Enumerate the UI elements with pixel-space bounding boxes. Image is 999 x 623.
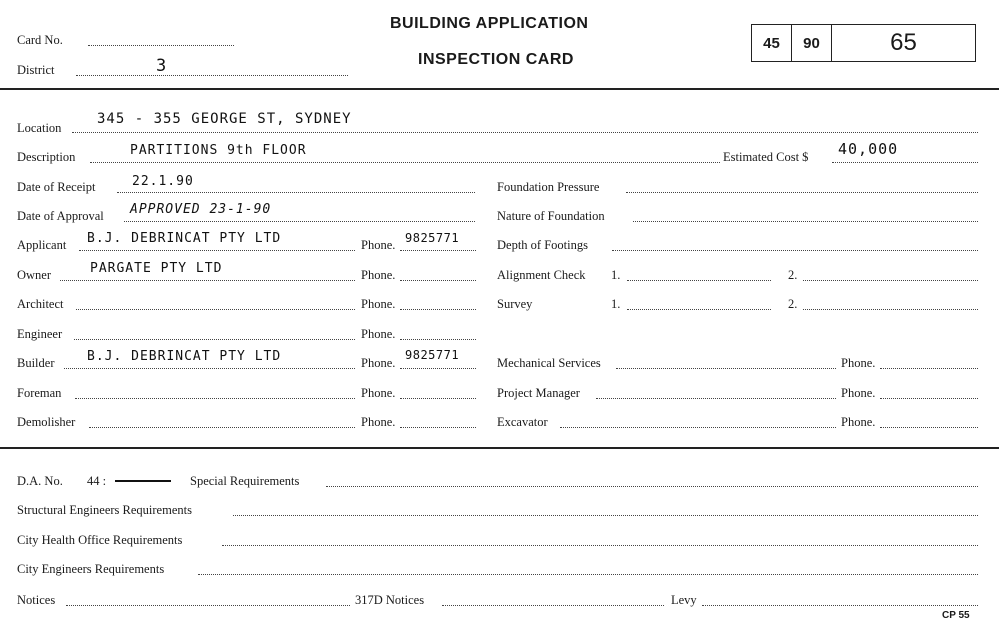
ref-box-2: 90 (792, 25, 832, 61)
project-manager-phone-label: Phone. (841, 386, 876, 400)
alignment-check-1-field[interactable] (627, 280, 771, 281)
card-no-field[interactable] (88, 45, 234, 46)
excavator-label: Excavator (497, 415, 548, 429)
architect-label: Architect (17, 297, 64, 311)
owner-field[interactable] (60, 280, 355, 281)
date-approval-label: Date of Approval (17, 209, 104, 223)
form-subtitle: INSPECTION CARD (418, 51, 574, 68)
estimated-cost-value: 40,000 (838, 140, 899, 158)
applicant-value: B.J. DEBRINCAT PTY LTD (87, 231, 282, 246)
header-divider (0, 88, 999, 90)
builder-field[interactable] (64, 368, 355, 369)
date-receipt-label: Date of Receipt (17, 180, 96, 194)
builder-phone-value: 9825771 (405, 348, 460, 362)
district-field[interactable] (76, 75, 348, 76)
survey-label: Survey (497, 297, 533, 311)
excavator-phone-field[interactable] (880, 427, 978, 428)
notices-field[interactable] (66, 605, 350, 606)
description-field[interactable] (90, 162, 720, 163)
mechanical-phone-field[interactable] (880, 368, 978, 369)
date-receipt-field[interactable] (117, 192, 475, 193)
survey-2-field[interactable] (803, 309, 978, 310)
foreman-phone-label: Phone. (361, 386, 396, 400)
engineer-label: Engineer (17, 327, 63, 341)
engineer-phone-label: Phone. (361, 327, 396, 341)
mechanical-field[interactable] (616, 368, 836, 369)
mechanical-label: Mechanical Services (497, 356, 601, 370)
alignment-check-2-field[interactable] (803, 280, 978, 281)
applicant-label: Applicant (17, 238, 67, 252)
special-req-label: Special Requirements (190, 474, 300, 488)
levy-label: Levy (671, 593, 697, 607)
demolisher-label: Demolisher (17, 415, 76, 429)
foundation-pressure-field[interactable] (626, 192, 978, 193)
location-field[interactable] (72, 132, 978, 133)
ref-box-1: 45 (752, 25, 792, 61)
excavator-field[interactable] (560, 427, 836, 428)
alignment-check-label: Alignment Check (497, 268, 586, 282)
foreman-field[interactable] (75, 398, 355, 399)
applicant-phone-field[interactable] (400, 250, 476, 251)
demolisher-phone-field[interactable] (400, 427, 476, 428)
depth-footings-label: Depth of Footings (497, 238, 588, 252)
description-label: Description (17, 150, 76, 164)
owner-value: PARGATE PTY LTD (90, 261, 223, 276)
reference-boxes (751, 24, 976, 62)
notices-317d-field[interactable] (442, 605, 664, 606)
applicant-phone-value: 9825771 (405, 231, 460, 245)
city-eng-field[interactable] (198, 574, 978, 575)
nature-foundation-label: Nature of Foundation (497, 209, 605, 223)
da-no-dash (115, 480, 171, 482)
project-manager-label: Project Manager (497, 386, 580, 400)
estimated-cost-field[interactable] (832, 162, 978, 163)
applicant-field[interactable] (79, 250, 355, 251)
levy-field[interactable] (702, 605, 978, 606)
date-approval-field[interactable] (124, 221, 475, 222)
nature-foundation-field[interactable] (633, 221, 978, 222)
district-value: 3 (156, 56, 168, 76)
demolisher-field[interactable] (89, 427, 355, 428)
district-label: District (17, 63, 55, 77)
owner-label: Owner (17, 268, 52, 282)
date-approval-value: APPROVED 23-1-90 (130, 202, 272, 217)
excavator-phone-label: Phone. (841, 415, 876, 429)
alignment-check-1-label: 1. (611, 268, 621, 282)
notices-317d-label: 317D Notices (355, 593, 425, 607)
builder-phone-label: Phone. (361, 356, 396, 370)
foreman-phone-field[interactable] (400, 398, 476, 399)
date-receipt-value: 22.1.90 (132, 174, 194, 189)
estimated-cost-label: Estimated Cost $ (723, 150, 809, 164)
applicant-phone-label: Phone. (361, 238, 396, 252)
builder-phone-field[interactable] (400, 368, 476, 369)
form-code: CP 55 (942, 610, 970, 621)
ref-box-3: 65 (890, 29, 917, 56)
health-field[interactable] (222, 545, 978, 546)
foreman-label: Foreman (17, 386, 62, 400)
architect-field[interactable] (76, 309, 355, 310)
survey-1-field[interactable] (627, 309, 771, 310)
project-manager-phone-field[interactable] (880, 398, 978, 399)
owner-phone-label: Phone. (361, 268, 396, 282)
structural-field[interactable] (233, 515, 978, 516)
health-label: City Health Office Requirements (17, 533, 183, 547)
card-no-label: Card No. (17, 33, 63, 47)
special-req-field[interactable] (326, 486, 978, 487)
structural-label: Structural Engineers Requirements (17, 503, 192, 517)
notices-label: Notices (17, 593, 56, 607)
engineer-field[interactable] (74, 339, 355, 340)
alignment-check-2-label: 2. (788, 268, 798, 282)
survey-1-label: 1. (611, 297, 621, 311)
project-manager-field[interactable] (596, 398, 836, 399)
section-divider (0, 447, 999, 449)
da-no-value: 44 : (87, 474, 107, 488)
engineer-phone-field[interactable] (400, 339, 476, 340)
survey-2-label: 2. (788, 297, 798, 311)
city-eng-label: City Engineers Requirements (17, 562, 165, 576)
da-no-label: D.A. No. (17, 474, 63, 488)
owner-phone-field[interactable] (400, 280, 476, 281)
depth-footings-field[interactable] (612, 250, 978, 251)
builder-label: Builder (17, 356, 55, 370)
demolisher-phone-label: Phone. (361, 415, 396, 429)
builder-value: B.J. DEBRINCAT PTY LTD (87, 349, 282, 364)
location-value: 345 - 355 GEORGE ST, SYDNEY (97, 111, 352, 127)
description-value: PARTITIONS 9th FLOOR (130, 143, 307, 158)
mechanical-phone-label: Phone. (841, 356, 876, 370)
architect-phone-label: Phone. (361, 297, 396, 311)
architect-phone-field[interactable] (400, 309, 476, 310)
foundation-pressure-label: Foundation Pressure (497, 180, 600, 194)
location-label: Location (17, 121, 62, 135)
form-title: BUILDING APPLICATION (390, 15, 589, 32)
